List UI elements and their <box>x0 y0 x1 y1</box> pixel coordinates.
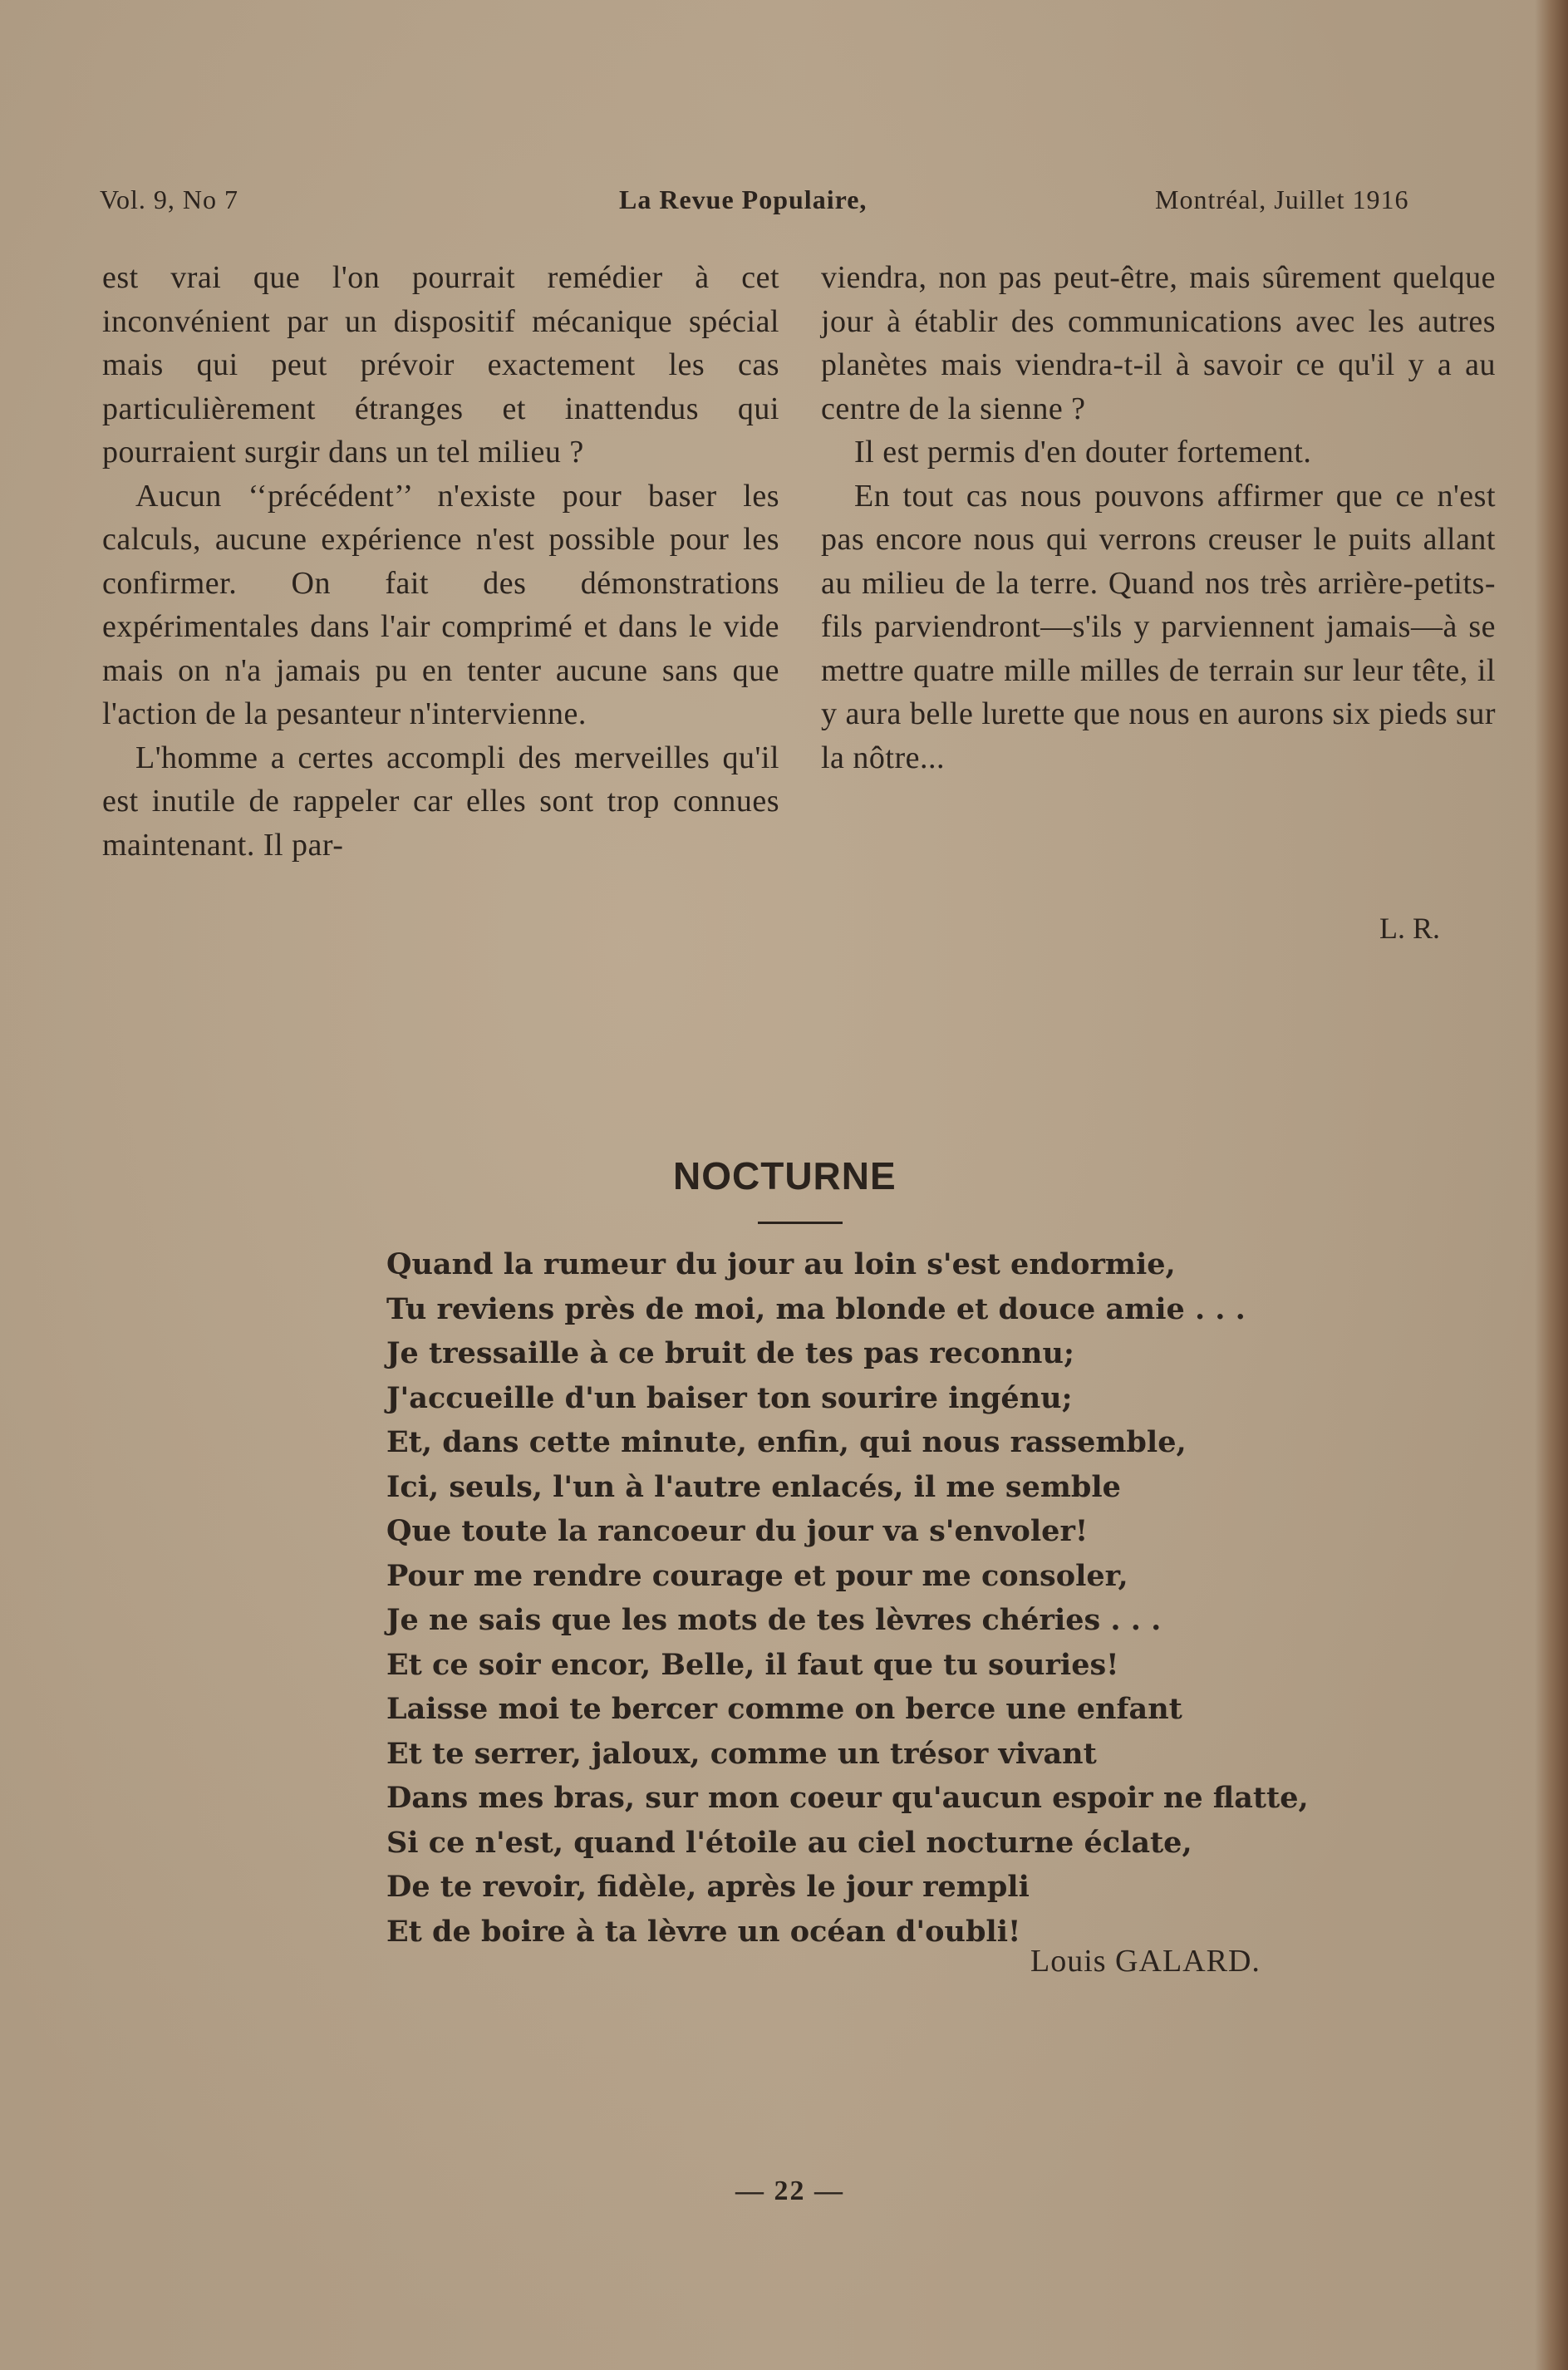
article-paragraph: viendra, non pas peut-être, mais sûrement quelque jour à établir des communications avec les autres planètes mais viendra-t-il à savoir ce qu'il y a au centre de la sienne ? <box>821 260 1496 426</box>
article-left-column <box>102 256 779 867</box>
poem-line: Et de boire à ta lèvre un océan d'oubli! <box>386 1914 1021 1949</box>
article-signature: L. R. <box>1379 912 1441 945</box>
title-divider <box>758 1222 843 1224</box>
poem-line: Dans mes bras, sur mon coeur qu'aucun espoir ne flatte, <box>386 1781 1309 1815</box>
poem-verses <box>386 1242 1309 1954</box>
poem-line: Si ce n'est, quand l'étoile au ciel nocturne éclate, <box>386 1825 1192 1860</box>
poem-line: Et, dans cette minute, enfin, qui nous rassemble, <box>386 1425 1187 1459</box>
poem-line: Et ce soir encor, Belle, il faut que tu souries! <box>386 1647 1119 1682</box>
poem-line: Je tressaille à ce bruit de tes pas reconnu; <box>386 1336 1074 1370</box>
poem-line: Je ne sais que les mots de tes lèvres chéries . . . <box>386 1603 1162 1637</box>
poem-line: Laisse moi te bercer comme on berce une enfant <box>386 1692 1182 1726</box>
article-paragraph: Aucun ‘‘précédent’’ n'existe pour baser les calculs, aucune expérience n'est possible pour les confirmer. On fait des démonstrations expérimentales dans l'air comprimé et dans le vide mais on n'a jamais pu en tenter aucune sans que l'action de la pesanteur n'intervienne. <box>102 478 779 731</box>
header-journal-title: La Revue Populaire, <box>619 184 868 214</box>
article-right-column <box>821 256 1496 779</box>
poem-line: Quand la rumeur du jour au loin s'est endormie, <box>386 1247 1176 1281</box>
article-paragraph: L'homme a certes accompli des merveilles qu'il est inutile de rappeler car elles sont trop connues maintenant. Il par- <box>102 740 779 863</box>
page-binding-edge <box>1535 0 1568 2370</box>
poem-line: Et te serrer, jaloux, comme un trésor vivant <box>386 1736 1097 1771</box>
poem-line: Ici, seuls, l'un à l'autre enlacés, il me semble <box>386 1469 1121 1504</box>
header-volume: Vol. 9, No 7 <box>100 184 238 214</box>
article-paragraph: En tout cas nous pouvons affirmer que ce n'est pas encore nous qui verrons creuser le puits allant au milieu de la terre. Quand nos très arrière-petits-fils parviendront—s'ils y parviennent jamais—à se mettre quatre mille milles de terrain sur leur tête, il y aura belle lurette que nous en aurons six pieds sur la nôtre... <box>821 478 1496 775</box>
poem-line: J'accueille d'un baiser ton sourire ingénu; <box>386 1380 1073 1415</box>
poem-line: Tu reviens près de moi, ma blonde et douce amie . . . <box>386 1291 1246 1326</box>
poem-line: De te revoir, fidèle, après le jour rempli <box>386 1870 1030 1904</box>
article-paragraph: est vrai que l'on pourrait remédier à cet inconvénient par un dispositif mécanique spécial mais qui peut prévoir exactement les cas particulièrement étranges et inattendus qui pourraient surgir dans un tel milieu ? <box>102 260 779 470</box>
article-paragraph: Il est permis d'en douter fortement. <box>854 435 1312 470</box>
page-number: — 22 — <box>735 2176 844 2206</box>
header-place-date: Montréal, Juillet 1916 <box>1155 184 1409 214</box>
poem-title: NOCTURNE <box>673 1154 897 1197</box>
poem-line: Que toute la rancoeur du jour va s'envoler! <box>386 1514 1089 1548</box>
poem-author: Louis GALARD. <box>1030 1944 1261 1979</box>
poem-line: Pour me rendre courage et pour me consoler, <box>386 1558 1128 1593</box>
